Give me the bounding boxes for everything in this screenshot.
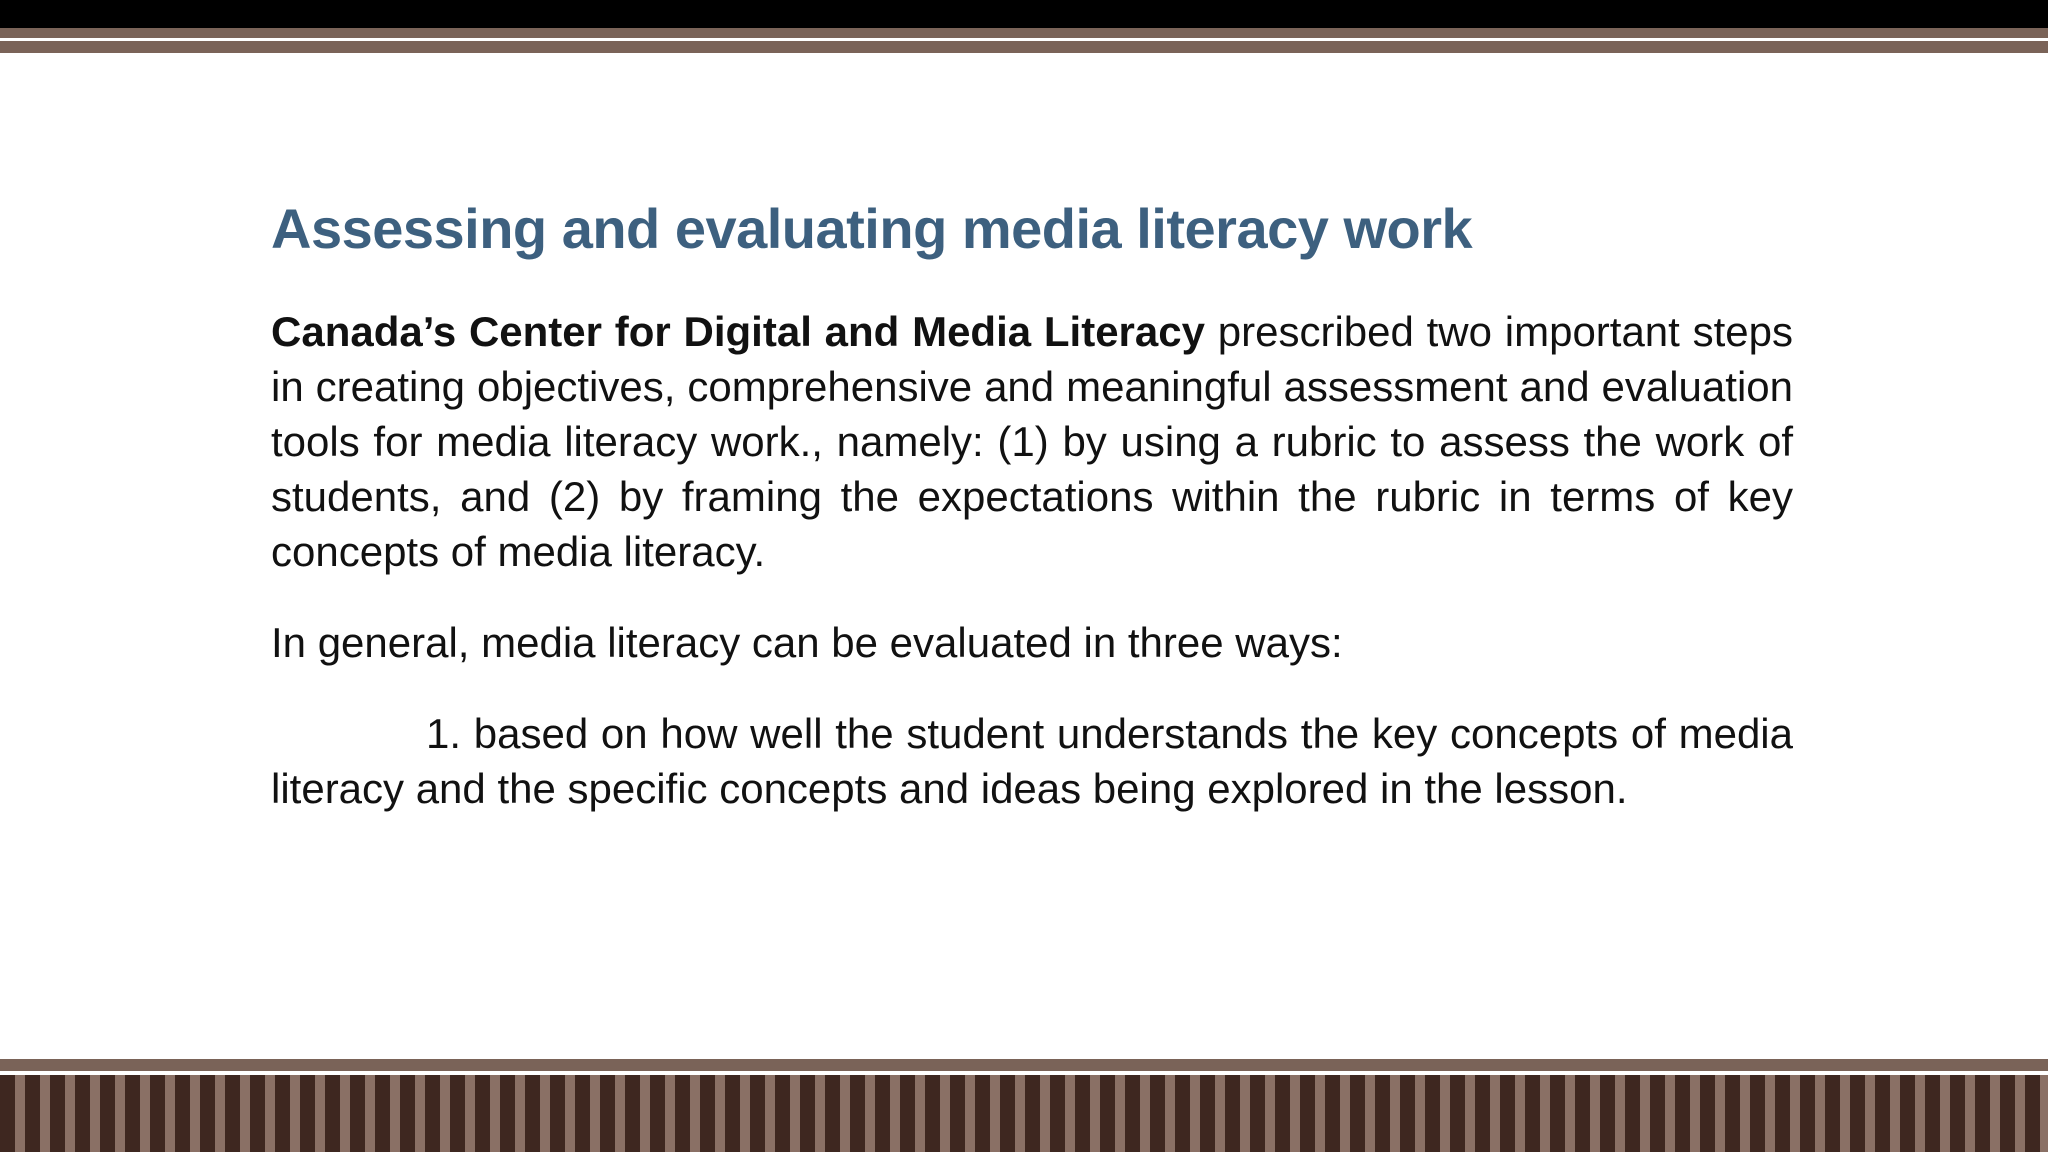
slide-title: Assessing and evaluating media literacy work (271, 197, 1473, 260)
bottom-striped-band (0, 1075, 2048, 1152)
top-brown-band-lower (0, 41, 2048, 53)
intro-paragraph (271, 304, 1793, 579)
top-brown-band (0, 28, 2048, 38)
intro-text: prescribed two important steps in creating objectives, comprehensive and meaningful assessment and evaluation tools for media literacy work., namely: (1) by using a rubric to assess the work of students, and (2) by framing the expectations within the rubric in terms of key concepts of media literacy. (271, 308, 1794, 576)
list-item-1: 1. based on how well the student understands the key concepts of media literacy and the specific concepts and ideas being explored in the lesson. (271, 710, 1793, 813)
intro-bold-org: Canada’s Center for Digital and Media Literacy (271, 308, 1205, 356)
slide-content (271, 195, 1793, 852)
bottom-brown-band (0, 1059, 2048, 1071)
general-paragraph: In general, media literacy can be evaluated in three ways: (271, 619, 1343, 667)
top-black-band (0, 0, 2048, 28)
